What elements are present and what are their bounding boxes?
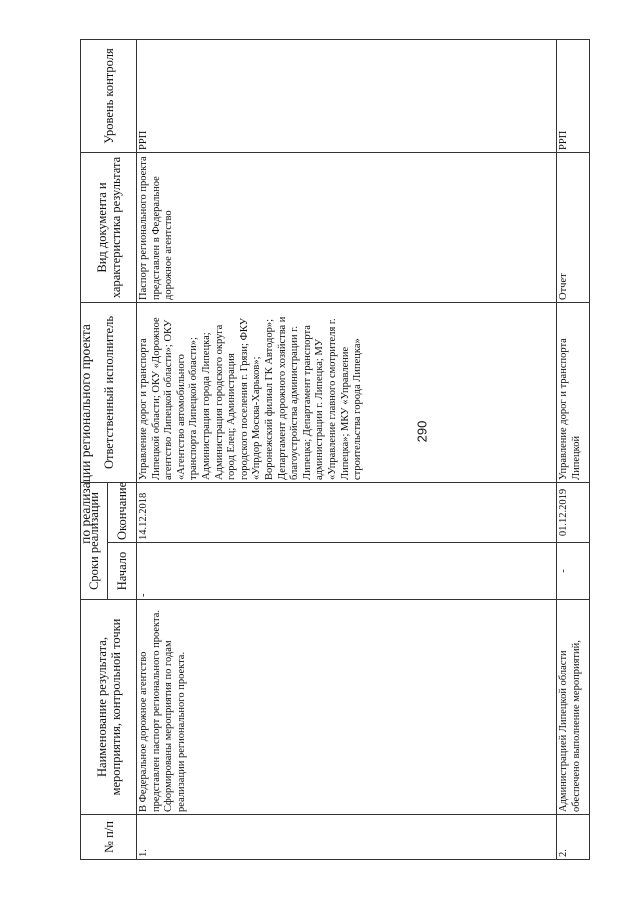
- row-responsible: Управление дорог и транспорта Липецкой: [557, 302, 590, 482]
- row-end: 14.12.2018: [137, 482, 557, 542]
- rotated-table-wrapper: [80, 40, 580, 860]
- table-row: [137, 39, 557, 859]
- row-control: РРП: [137, 39, 557, 152]
- row-end: 01.12.2019: [557, 482, 590, 542]
- header-start: Начало: [108, 543, 137, 600]
- page-number: 290: [414, 420, 430, 443]
- row-name: В Федеральное дорожное агентство представлен паспорт регионального проекта. Сформированы мероприятия по годам реализации регионального проекта.: [137, 600, 557, 815]
- table-heading: по реализации регионального проекта: [78, 324, 93, 544]
- project-table: [80, 39, 590, 860]
- header-end: Окончание: [108, 482, 137, 542]
- row-start: -: [557, 543, 590, 600]
- row-num: 1.: [137, 815, 557, 860]
- header-terms: Сроки реализации: [81, 482, 108, 599]
- row-num: 2.: [557, 815, 590, 860]
- row-doc: Паспорт регионального проекта представлен в Федеральное дорожное агентство: [137, 152, 557, 302]
- table-row: [557, 39, 590, 859]
- row-control: РРП: [557, 39, 590, 152]
- header-doc: Вид документа и характеристика результата: [81, 152, 137, 302]
- header-row: [81, 39, 108, 859]
- header-name: Наименование результата, мероприятия, контрольной точки: [81, 600, 137, 815]
- header-num: № п/п: [81, 815, 137, 860]
- row-start: -: [137, 543, 557, 600]
- row-doc: Отчет: [557, 152, 590, 302]
- header-control: Уровень контроля: [81, 39, 137, 152]
- row-name: Администрацией Липецкой области обеспечено выполнение мероприятий,: [557, 600, 590, 815]
- header-responsible: Ответственный исполнитель: [81, 302, 137, 482]
- row-responsible: Управление дорог и транспорта Липецкой области; ОКУ «Дорожное агентство Липецкой области»; ОКУ «Агентство автомобильного транспорта Липецкой области»; Администрация города Липецка; Администрация городского округа город Елец; Администрация городского поселения г. Грязи; ФКУ «Упрдор Москва-Харьков»; Воронежский филиал ГК Автодор»; Департамент дорожного хозяйства и благоустройства администрации г. Липецка; Департамент транспорта администрации г. Липецка; МУ «Управление главного смотрителя г. Липецка»; МКУ «Управление строительства города Липецка»: [137, 302, 557, 482]
